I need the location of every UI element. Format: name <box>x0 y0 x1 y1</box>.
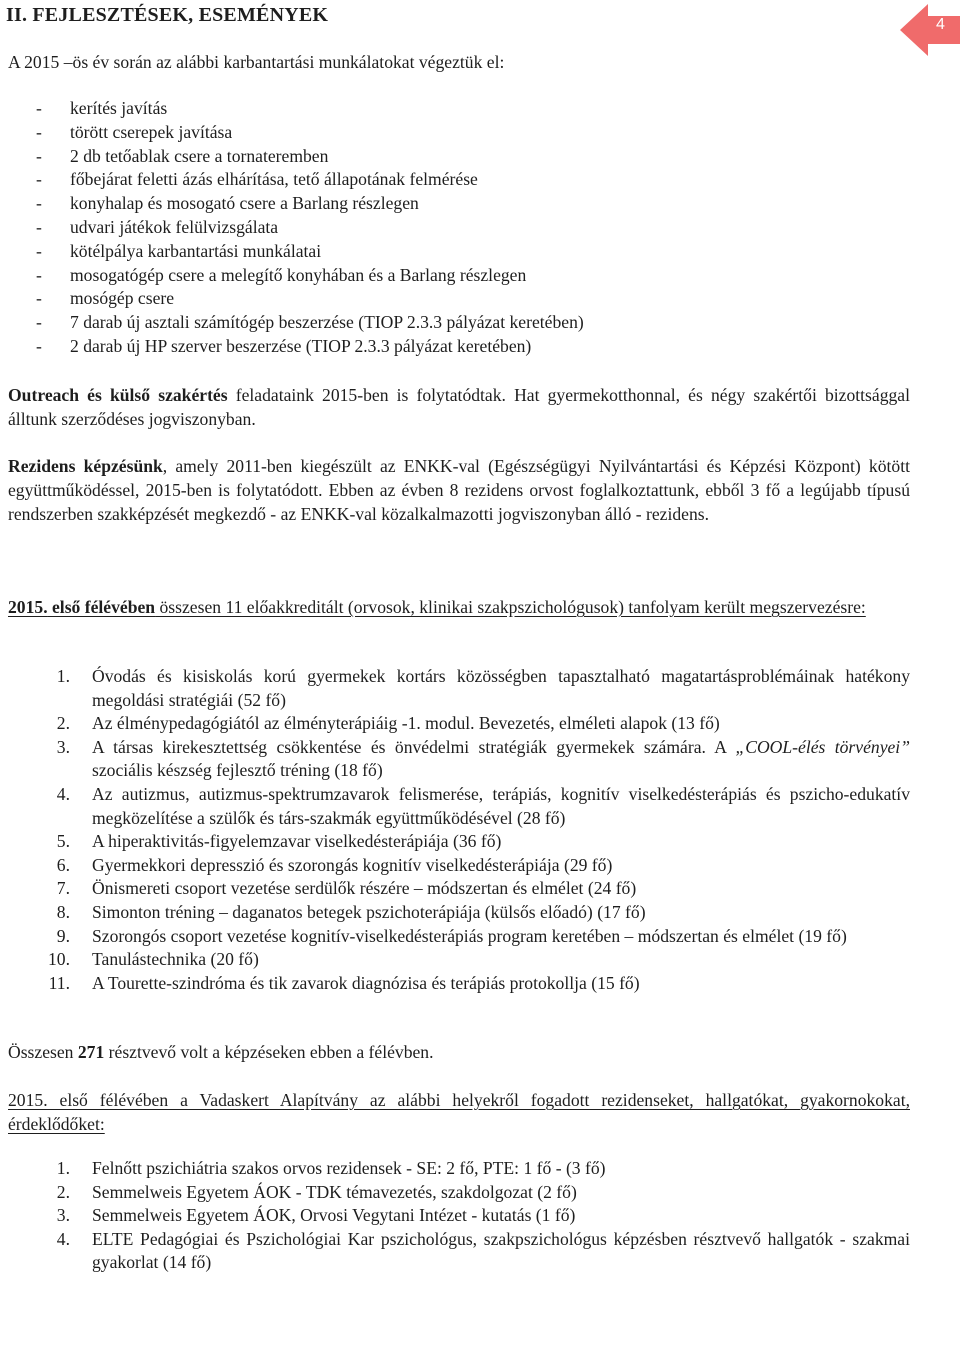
maintenance-item: - mosogatógép csere a melegítő konyhában és a Barlang részlegen <box>36 264 584 288</box>
course-item-text: Tanulástechnika (20 fő) <box>92 949 259 970</box>
course-item-text-italic: „COOL-élés törvényei” <box>735 736 910 757</box>
maintenance-item: - főbejárat feletti ázás elhárítása, tető állapotának felmérése <box>36 168 584 192</box>
outreach-paragraph <box>8 383 910 431</box>
maintenance-item: - 2 darab új HP szerver beszerzése (TIOP 2.3.3 pályázat keretében) <box>36 335 584 359</box>
course-item-text <box>92 736 910 783</box>
residents-text: , amely 2011-ben kiegészült az ENKK-val (Egészségügyi Nyilvántartási és Képzési Központ) kötött együttműködéssel, 2015-ben is folytatódott. Ebben az évben 8 rezidens orvost foglalkoztattunk, ebből 3 fő a legújabb típusú rendszerben szakképzését megkezdő - az ENKK-val közalkalmazotti jogviszonyban álló - rezidens. <box>8 456 910 524</box>
hosted-item-number: 3. <box>56 1205 70 1226</box>
course-item-number: 4. <box>56 783 70 804</box>
course-item-text: A hiperaktivitás-figyelemzavar viselkedésterápiája (36 fő) <box>92 831 502 852</box>
hosted-item-text: ELTE Pedagógiai és Pszichológiai Kar pszichológus, szakpszichológus képzésben résztvevő hallgatók - szakmai gyakorlat (14 fő) <box>92 1228 910 1273</box>
course-item <box>40 972 910 996</box>
maintenance-item: - törött cserepek javítása <box>36 121 584 145</box>
residents-paragraph <box>8 454 910 526</box>
course-item-number: 9. <box>56 925 70 946</box>
hosted-item <box>40 1157 910 1181</box>
course-item-number: 10. <box>48 949 70 970</box>
course-item <box>40 854 910 878</box>
hosted-item-text: Felnőtt pszichiátria szakos orvos rezidensek - SE: 2 fő, PTE: 1 fő - (3 fő) <box>92 1158 606 1178</box>
maintenance-item: - kötélpálya karbantartási munkálatai <box>36 240 584 264</box>
hosted-item-number: 4. <box>56 1228 70 1249</box>
hosted-item-number: 1. <box>56 1158 70 1178</box>
course-item <box>40 830 910 854</box>
maintenance-item: - kerítés javítás <box>36 97 584 121</box>
course-item-number: 1. <box>56 666 70 686</box>
total-after: résztvevő volt a képzéseken ebben a félévben. <box>104 1042 434 1062</box>
total-before: Összesen <box>8 1042 78 1062</box>
course-item-text-after: szociális készség fejlesztő tréning (18 fő) <box>92 760 383 781</box>
outreach-text: feladataink 2015-ben is folytatódtak. Hat gyermekotthonnal, és négy szakértői bizottsággal álltunk szerződéses jogviszonyban. <box>8 385 910 429</box>
maintenance-list <box>36 97 584 359</box>
course-item <box>40 665 910 712</box>
residents-lead: Rezidens képzésünk <box>8 456 163 476</box>
hosted-item-text: Semmelweis Egyetem ÁOK, Orvosi Vegytani Intézet - kutatás (1 fő) <box>92 1205 576 1226</box>
total-number: 271 <box>77 1042 105 1062</box>
course-item-text: Gyermekkori depresszió és szorongás kognitív viselkedésterápiája (29 fő) <box>92 854 613 875</box>
course-item-text: Az autizmus, autizmus-spektrumzavarok felismerése, terápiás, kognitív viselkedésterápiás és pszicho-edukatív megközelítése a szülők és társ-szakmák együttműködésével (28 fő) <box>92 783 910 828</box>
courses-list <box>40 665 910 995</box>
maintenance-item: - 7 darab új asztali számítógép beszerzése (TIOP 2.3.3 pályázat keretében) <box>36 311 584 335</box>
course-item-text: A Tourette-szindróma és tik zavarok diagnózisa és terápiás protokollja (15 fő) <box>92 972 640 993</box>
section-heading: II. FEJLESZTÉSEK, ESEMÉNYEK <box>6 4 329 26</box>
course-item-text: Szorongós csoport vezetése kognitív-viselkedésterápiás program keretében – módszertan és elmélet (19 fő) <box>92 925 847 946</box>
course-item-number: 2. <box>56 713 70 734</box>
course-item <box>40 877 910 901</box>
hosted-item-number: 2. <box>56 1181 70 1202</box>
course-item-number: 5. <box>56 831 70 852</box>
hosted-heading: 2015. első félévében a Vadaskert Alapítvány az alábbi helyekről fogadott rezidenseket, hallgatókat, gyakornokokat, érdeklődőket: <box>8 1090 910 1134</box>
courses-heading-bold: első félévében <box>52 597 156 617</box>
course-item-number: 11. <box>48 972 70 993</box>
course-item <box>40 712 910 736</box>
maintenance-item: - udvari játékok felülvizsgálata <box>36 216 584 240</box>
course-item-text: Óvodás és kisiskolás korú gyermekek kortárs közösségben tapasztalható magatartásproblémáinak hatékony megoldási stratégiái (52 fő) <box>92 666 910 710</box>
maintenance-item: - 2 db tetőablak csere a tornateremben <box>36 145 584 169</box>
course-item <box>40 736 910 783</box>
course-item-text: Önismereti csoport vezetése serdülők részére – módszertan és elmélet (24 fő) <box>92 878 637 899</box>
page-number: 4 <box>936 16 945 33</box>
hosted-item <box>40 1204 910 1228</box>
course-item-number: 8. <box>56 901 70 922</box>
hosted-item-text: Semmelweis Egyetem ÁOK - TDK témavezetés, szakdolgozat (2 fő) <box>92 1181 577 1202</box>
course-item-number: 3. <box>56 736 70 757</box>
course-item <box>40 783 910 830</box>
course-item <box>40 948 910 972</box>
course-item-text: Az élménypedagógiától az élményterápiáig -1. modul. Bevezetés, elméleti alapok (13 fő) <box>92 713 720 734</box>
course-item-text-before: A társas kirekesztettség csökkentése és önvédelmi stratégiák gyermekek számára. A <box>92 736 736 757</box>
outreach-lead: Outreach és külső szakértés <box>8 385 228 405</box>
maintenance-item: - konyhalap és mosogató csere a Barlang részlegen <box>36 192 584 216</box>
hosted-list <box>40 1157 910 1275</box>
courses-heading-year: 2015. <box>8 597 48 617</box>
course-item-number: 7. <box>56 878 70 899</box>
course-item <box>40 925 910 949</box>
total-paragraph <box>8 1040 910 1064</box>
course-item <box>40 901 910 925</box>
hosted-item <box>40 1228 910 1275</box>
courses-heading <box>8 595 910 619</box>
hosted-item <box>40 1181 910 1205</box>
maintenance-intro: A 2015 –ös év során az alábbi karbantartási munkálatokat végeztük el: <box>8 52 505 72</box>
maintenance-item: - mosógép csere <box>36 287 584 311</box>
course-item-number: 6. <box>56 854 70 875</box>
courses-heading-rest: összesen 11 előakkreditált (orvosok, klinikai szakpszichológusok) tanfolyam került megszervezésre: <box>155 597 866 617</box>
course-item-text: Simonton tréning – daganatos betegek pszichoterápiája (külsős előadó) (17 fő) <box>92 901 646 922</box>
